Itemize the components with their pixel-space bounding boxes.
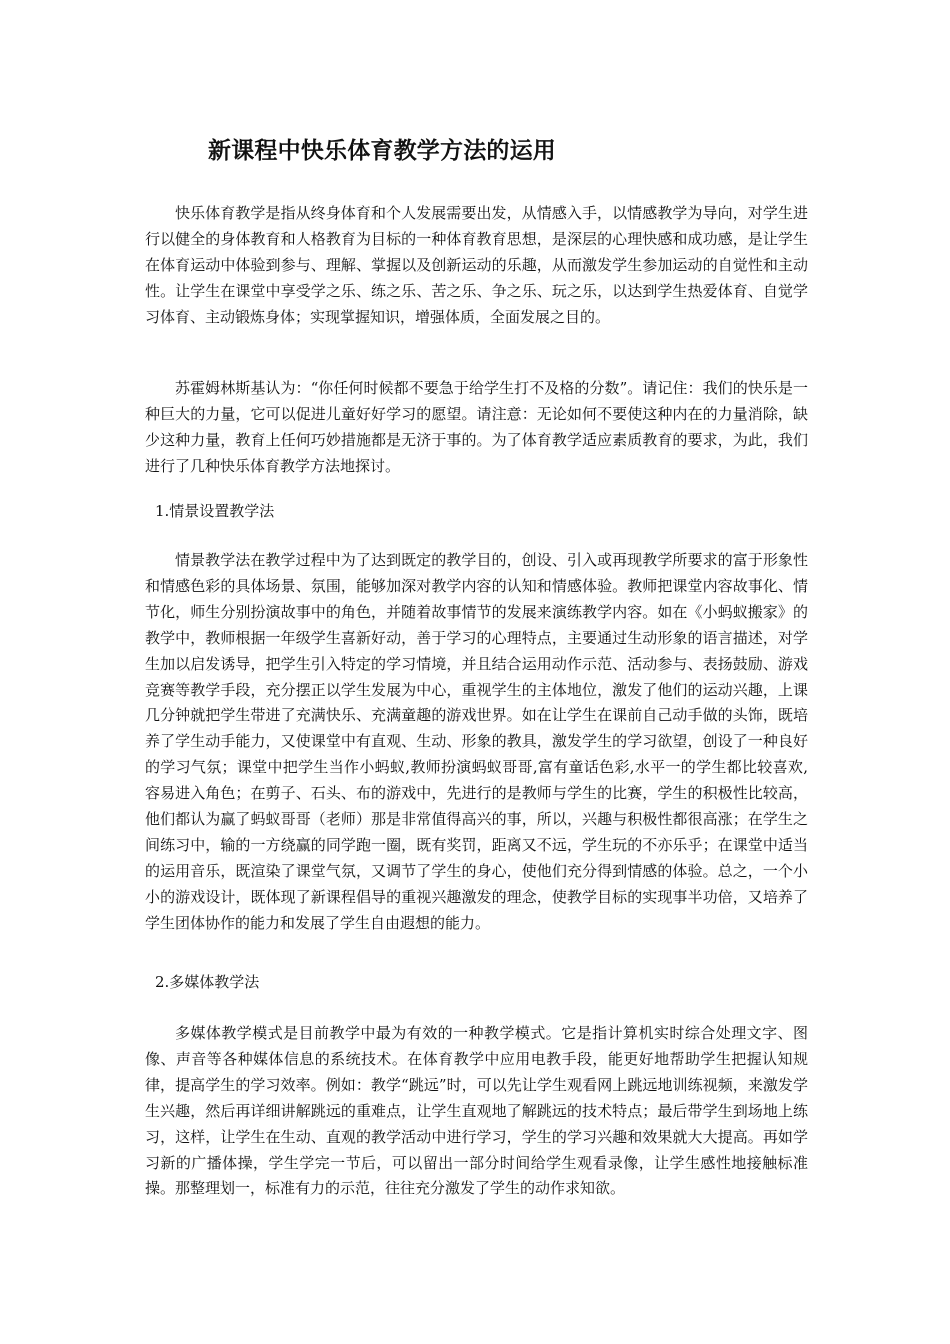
section-heading-1: 1.情景设置教学法 bbox=[155, 502, 275, 520]
quote-paragraph: 苏霍姆林斯基认为：“你任何时候都不要急于给学生打不及格的分数”。请记住：我们的快乐是一种巨大的力量，它可以促进儿童好好学习的愿望。请注意：无论如何不要使这种内在的力量消除，缺少这种力量，教育上任何巧妙措施都是无济于事的。为了体育教学适应素质教育的要求，为此，我们进行了几种快乐体育教学方法地探讨。 bbox=[145, 379, 808, 475]
section-body-2: 多媒体教学模式是目前教学中最为有效的一种教学模式。它是指计算机实时综合处理文字、图像、声音等各种媒体信息的系统技术。在体育教学中应用电教手段，能更好地帮助学生把握认知规律，提高学生的学习效率。例如：教学“跳远”时，可以先让学生观看网上跳远地训练视频，来激发学生兴趣，然后再详细讲解跳远的重难点，让学生直观地了解跳远的技术特点；最后带学生到场地上练习，这样，让学生在生动、直观的教学活动中进行学习，学生的学习兴趣和效果就大大提高。再如学习新的广播体操，学生学完一节后，可以留出一部分时间给学生观看录像，让学生感性地接触标准操。那整理划一，标准有力的示范，往往充分激发了学生的动作求知欲。 bbox=[145, 1024, 808, 1198]
section-body-1: 情景教学法在教学过程中为了达到既定的教学目的，创设、引入或再现教学所要求的富于形象性和情感色彩的具体场景、氛围，能够加深对教学内容的认知和情感体验。教师把课堂内容故事化、情节化，师生分别扮演故事中的角色，并随着故事情节的发展来演练教学内容。如在《小蚂蚁搬家》的教学中，教师根据一年级学生喜新好动，善于学习的心理特点，主要通过生动形象的语言描述，对学生加以启发诱导，把学生引入特定的学习情境，并且结合运用动作示范、活动参与、表扬鼓励、游戏竞赛等教学手段，充分摆正以学生发展为中心，重视学生的主体地位，激发了他们的运动兴趣，上课几分钟就把学生带进了充满快乐、充满童趣的游戏世界。如在让学生在课前自己动手做的头饰，既培养了学生动手能力，又使课堂中有直观、生动、形象的教具，激发学生的学习欲望，创设了一种良好的学习气氛；课堂中把学生当作小蚂蚁,教师扮演蚂蚁哥哥,富有童话色彩,水平一的学生都比较喜欢,容易进入角色；在剪子、石头、布的游戏中，先进行的是教师与学生的比赛，学生的积极性比较高，他们都认为赢了蚂蚁哥哥（老师）那是非常值得高兴的事，所以，兴趣与积极性都很高涨；在学生之间练习中，输的一方绕赢的同学跑一圈，既有奖罚，距离又不远，学生玩的不亦乐乎；在课堂中适当的运用音乐，既渲染了课堂气氛，又调节了学生的身心，使他们充分得到情感的体验。总之，一个小小的游戏设计，既体现了新课程倡导的重视兴趣激发的理念，使教学目标的实现事半功倍，又培养了学生团体协作的能力和发展了学生自由遐想的能力。 bbox=[145, 551, 808, 932]
document-title: 新课程中快乐体育教学方法的运用 bbox=[208, 138, 556, 164]
section-heading-2: 2.多媒体教学法 bbox=[155, 973, 260, 991]
intro-paragraph: 快乐体育教学是指从终身体育和个人发展需要出发，从情感入手，以情感教学为导向，对学生进行以健全的身体教育和人格教育为目标的一种体育教育思想，是深层的心理快感和成功感，是让学生在体育运动中体验到参与、理解、掌握以及创新运动的乐趣，从而激发学生参加运动的自觉性和主动性。让学生在课堂中享受学之乐、练之乐、苦之乐、争之乐、玩之乐，以达到学生热爱体育、自觉学习体育、主动锻炼身体；实现掌握知识，增强体质，全面发展之目的。 bbox=[145, 204, 808, 326]
